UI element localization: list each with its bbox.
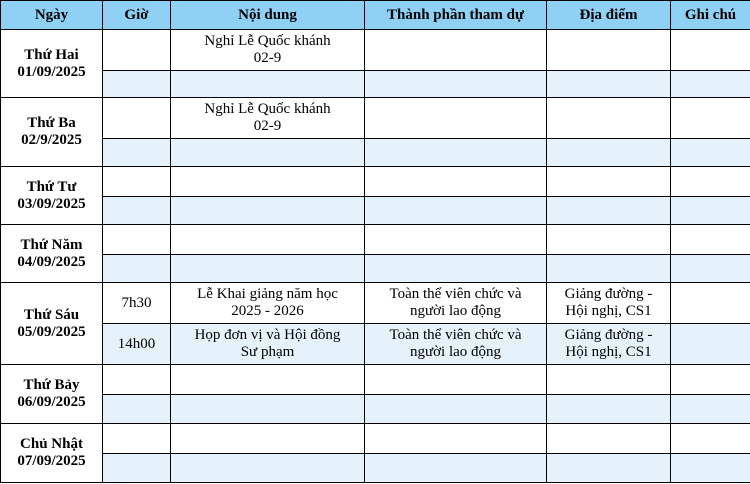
location-cell — [547, 30, 671, 71]
participants-line: Toàn thể viên chức và — [389, 327, 522, 343]
participants-cell — [365, 197, 547, 225]
time-cell: 7h30 — [103, 283, 171, 324]
content-line: Họp đơn vị và Hội đồng — [194, 327, 341, 343]
content-line: Lễ Khai giảng năm học — [197, 286, 338, 302]
participants-cell — [365, 167, 547, 197]
day-cell — [1, 30, 103, 98]
day-name: Thứ Năm — [20, 236, 83, 253]
schedule-row — [1, 454, 750, 483]
location-cell — [547, 167, 671, 197]
time-cell — [103, 139, 171, 167]
header-note: Ghi chú — [671, 1, 750, 30]
schedule-body — [1, 30, 750, 483]
participants-cell — [365, 71, 547, 98]
participants-cell — [365, 283, 547, 324]
note-cell — [671, 324, 750, 365]
content-cell — [171, 424, 365, 454]
day-date: 06/09/2025 — [17, 394, 86, 410]
note-cell — [671, 98, 750, 139]
participants-cell — [365, 424, 547, 454]
schedule-row — [1, 71, 750, 98]
header-location: Địa điểm — [547, 1, 671, 30]
schedule-row — [1, 167, 750, 197]
participants-cell — [365, 365, 547, 395]
location-line: Hội nghị, CS1 — [565, 344, 652, 360]
day-cell — [1, 283, 103, 365]
day-name: Thứ Hai — [24, 46, 79, 63]
participants-line: người lao động — [409, 344, 502, 360]
content-line: 2025 - 2026 — [231, 303, 304, 319]
time-cell — [103, 197, 171, 225]
time-cell: 14h00 — [103, 324, 171, 365]
day-cell — [1, 424, 103, 483]
time-cell — [103, 255, 171, 283]
participants-cell — [365, 139, 547, 167]
content-cell — [171, 324, 365, 365]
schedule-row — [1, 324, 750, 365]
time-cell — [103, 365, 171, 395]
header-participants: Thành phần tham dự — [365, 1, 547, 30]
day-name: Thứ Sáu — [23, 306, 80, 323]
time-cell — [103, 424, 171, 454]
schedule-row — [1, 225, 750, 255]
participants-line: người lao động — [409, 303, 502, 319]
participants-cell — [365, 30, 547, 71]
content-cell — [171, 71, 365, 98]
content-cell — [171, 283, 365, 324]
schedule-row — [1, 255, 750, 283]
location-line: Hội nghị, CS1 — [565, 303, 652, 319]
header-time: Giờ — [103, 1, 171, 30]
note-cell — [671, 30, 750, 71]
note-cell — [671, 167, 750, 197]
time-cell — [103, 167, 171, 197]
schedule-row — [1, 30, 750, 71]
day-name: Thứ Bảy — [23, 377, 80, 393]
schedule-row — [1, 98, 750, 139]
day-cell — [1, 167, 103, 225]
schedule-row — [1, 283, 750, 324]
schedule-row — [1, 197, 750, 225]
location-cell — [547, 424, 671, 454]
content-line: 02-9 — [253, 50, 282, 66]
location-cell — [547, 365, 671, 395]
content-cell — [171, 454, 365, 483]
header-row — [1, 1, 750, 30]
content-line: Nghỉ Lễ Quốc khánh — [204, 101, 331, 117]
time-cell — [103, 98, 171, 139]
content-line: Nghỉ Lễ Quốc khánh — [204, 33, 331, 49]
day-name: Chủ Nhật — [20, 436, 83, 452]
content-line: 02-9 — [253, 118, 282, 134]
time-cell — [103, 71, 171, 98]
content-cell — [171, 98, 365, 139]
day-date: 03/09/2025 — [17, 195, 86, 212]
location-cell — [547, 283, 671, 324]
day-date: 05/09/2025 — [17, 323, 86, 340]
location-line: Giảng đường - — [564, 286, 653, 302]
day-date: 02/9/2025 — [21, 132, 82, 148]
note-cell — [671, 197, 750, 225]
header-day: Ngày — [1, 1, 103, 30]
content-cell — [171, 365, 365, 395]
location-cell — [547, 98, 671, 139]
schedule-row — [1, 395, 750, 424]
note-cell — [671, 139, 750, 167]
note-cell — [671, 71, 750, 98]
content-line: Sư phạm — [240, 344, 295, 360]
participants-cell — [365, 395, 547, 424]
note-cell — [671, 255, 750, 283]
location-cell — [547, 139, 671, 167]
day-name: Thứ Tư — [26, 178, 77, 195]
day-date: 01/09/2025 — [17, 63, 86, 80]
note-cell — [671, 454, 750, 483]
time-cell — [103, 454, 171, 483]
content-cell — [171, 30, 365, 71]
day-date: 04/09/2025 — [17, 253, 86, 270]
location-cell — [547, 255, 671, 283]
location-cell — [547, 324, 671, 365]
time-cell — [103, 30, 171, 71]
note-cell — [671, 283, 750, 324]
content-cell — [171, 139, 365, 167]
schedule-row — [1, 139, 750, 167]
day-name: Thứ Ba — [27, 115, 76, 131]
note-cell — [671, 365, 750, 395]
note-cell — [671, 424, 750, 454]
time-cell — [103, 225, 171, 255]
location-cell — [547, 71, 671, 98]
location-cell — [547, 197, 671, 225]
header-content: Nội dung — [171, 1, 365, 30]
participants-line: Toàn thể viên chức và — [389, 286, 522, 302]
day-cell — [1, 365, 103, 424]
location-cell — [547, 395, 671, 424]
schedule-row — [1, 424, 750, 454]
participants-cell — [365, 225, 547, 255]
participants-cell — [365, 454, 547, 483]
participants-cell — [365, 324, 547, 365]
day-cell — [1, 98, 103, 167]
time-cell — [103, 395, 171, 424]
content-cell — [171, 225, 365, 255]
location-cell — [547, 454, 671, 483]
content-cell — [171, 395, 365, 424]
location-line: Giảng đường - — [564, 327, 653, 343]
content-cell — [171, 197, 365, 225]
location-cell — [547, 225, 671, 255]
content-cell — [171, 255, 365, 283]
participants-cell — [365, 98, 547, 139]
content-cell — [171, 167, 365, 197]
day-date: 07/09/2025 — [17, 453, 86, 469]
schedule-row — [1, 365, 750, 395]
note-cell — [671, 395, 750, 424]
day-cell — [1, 225, 103, 283]
participants-cell — [365, 255, 547, 283]
note-cell — [671, 225, 750, 255]
